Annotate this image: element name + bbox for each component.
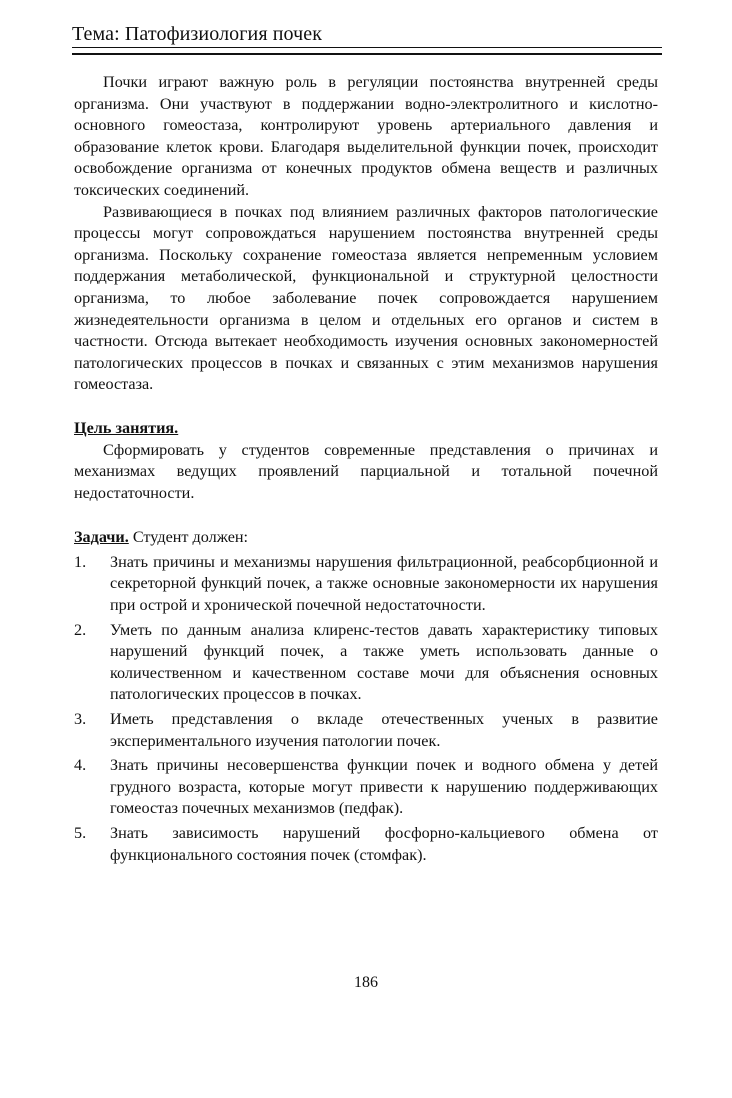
list-item-number: 3. bbox=[74, 710, 87, 729]
intro-paragraph-2: Развивающиеся в почках под влиянием различных факторов патологические процессы могут сопровождаться нарушением постоянства внутренней среды организма. Поскольку сохранение гомеостаза является непременным условием поддержания метаболической, функциональной и структурной целостности организма, то любое заболевание почек сопровождается нарушением жизнедеятельности организма в целом и отдельных его органов и систем в частности. Отсюда вытекает необходимость изучения основных закономерностей патологических процессов в почках и связанных с этим механизмов нарушения гомеостаза. bbox=[74, 202, 658, 394]
list-item bbox=[74, 755, 658, 820]
list-item-text: Знать причины и механизмы нарушения фильтрационной, реабсорбционной и секреторной функций почек, а также основные закономерности их нарушения при острой и хронической почечной недостаточности. bbox=[110, 552, 658, 615]
list-item-text: Знать причины несовершенства функции почек и водного обмена у детей грудного возраста, которые могут привести к нарушению поддерживающих гомеостаз почечных механизмов (педфак). bbox=[110, 756, 658, 818]
tasks-heading bbox=[74, 527, 658, 549]
list-item-number: 1. bbox=[74, 552, 87, 571]
header-rule-thick bbox=[72, 53, 662, 55]
list-item bbox=[74, 620, 658, 706]
intro-paragraph-1: Почки играют важную роль в регуляции постоянства внутренней среды организма. Они участвуют в поддержании водно-электролитного и кислотно-основного гомеостаза, контролируют уровень артериального давления и образование клеток крови. Благодаря выделительной функции почек, происходит освобождение организма от конечных продуктов обмена веществ и различных токсических соединений. bbox=[74, 73, 658, 199]
page-body bbox=[74, 72, 658, 866]
tasks-lead: Студент должен: bbox=[128, 528, 249, 547]
goal-text: Сформировать у студентов современные представления о причинах и механизмах ведущих проявлений парциальной и тотальной почечной недостаточности. bbox=[74, 440, 658, 502]
list-item-number: 2. bbox=[74, 620, 87, 639]
list-item bbox=[74, 552, 658, 617]
list-item bbox=[74, 823, 658, 866]
task-list bbox=[74, 552, 658, 866]
list-item-text: Уметь по данным анализа клиренс-тестов давать характеристику типовых нарушений функций почек, а также уметь использовать данные о количественном и качественном составе мочи для объяснения основных патологических процессов в почках. bbox=[110, 620, 658, 704]
list-item bbox=[74, 709, 658, 752]
topic-title: Тема: Патофизиология почек bbox=[72, 23, 323, 45]
running-header bbox=[72, 22, 662, 46]
header-rule-thin bbox=[72, 47, 662, 48]
goal-heading bbox=[74, 418, 658, 440]
list-item-text: Знать зависимость нарушений фосфорно-кальциевого обмена от функционального состояния почек (стомфак). bbox=[110, 824, 658, 864]
page-number: 186 bbox=[354, 974, 378, 991]
list-item-number: 4. bbox=[74, 756, 87, 775]
goal-heading-label: Цель занятия. bbox=[74, 418, 179, 437]
list-item-number: 5. bbox=[74, 824, 87, 842]
list-item-text: Иметь представления о вкладе отечественных ученых в развитие экспериментального изучения патологии почек. bbox=[110, 710, 658, 750]
tasks-heading-label: Задачи. bbox=[74, 528, 129, 547]
